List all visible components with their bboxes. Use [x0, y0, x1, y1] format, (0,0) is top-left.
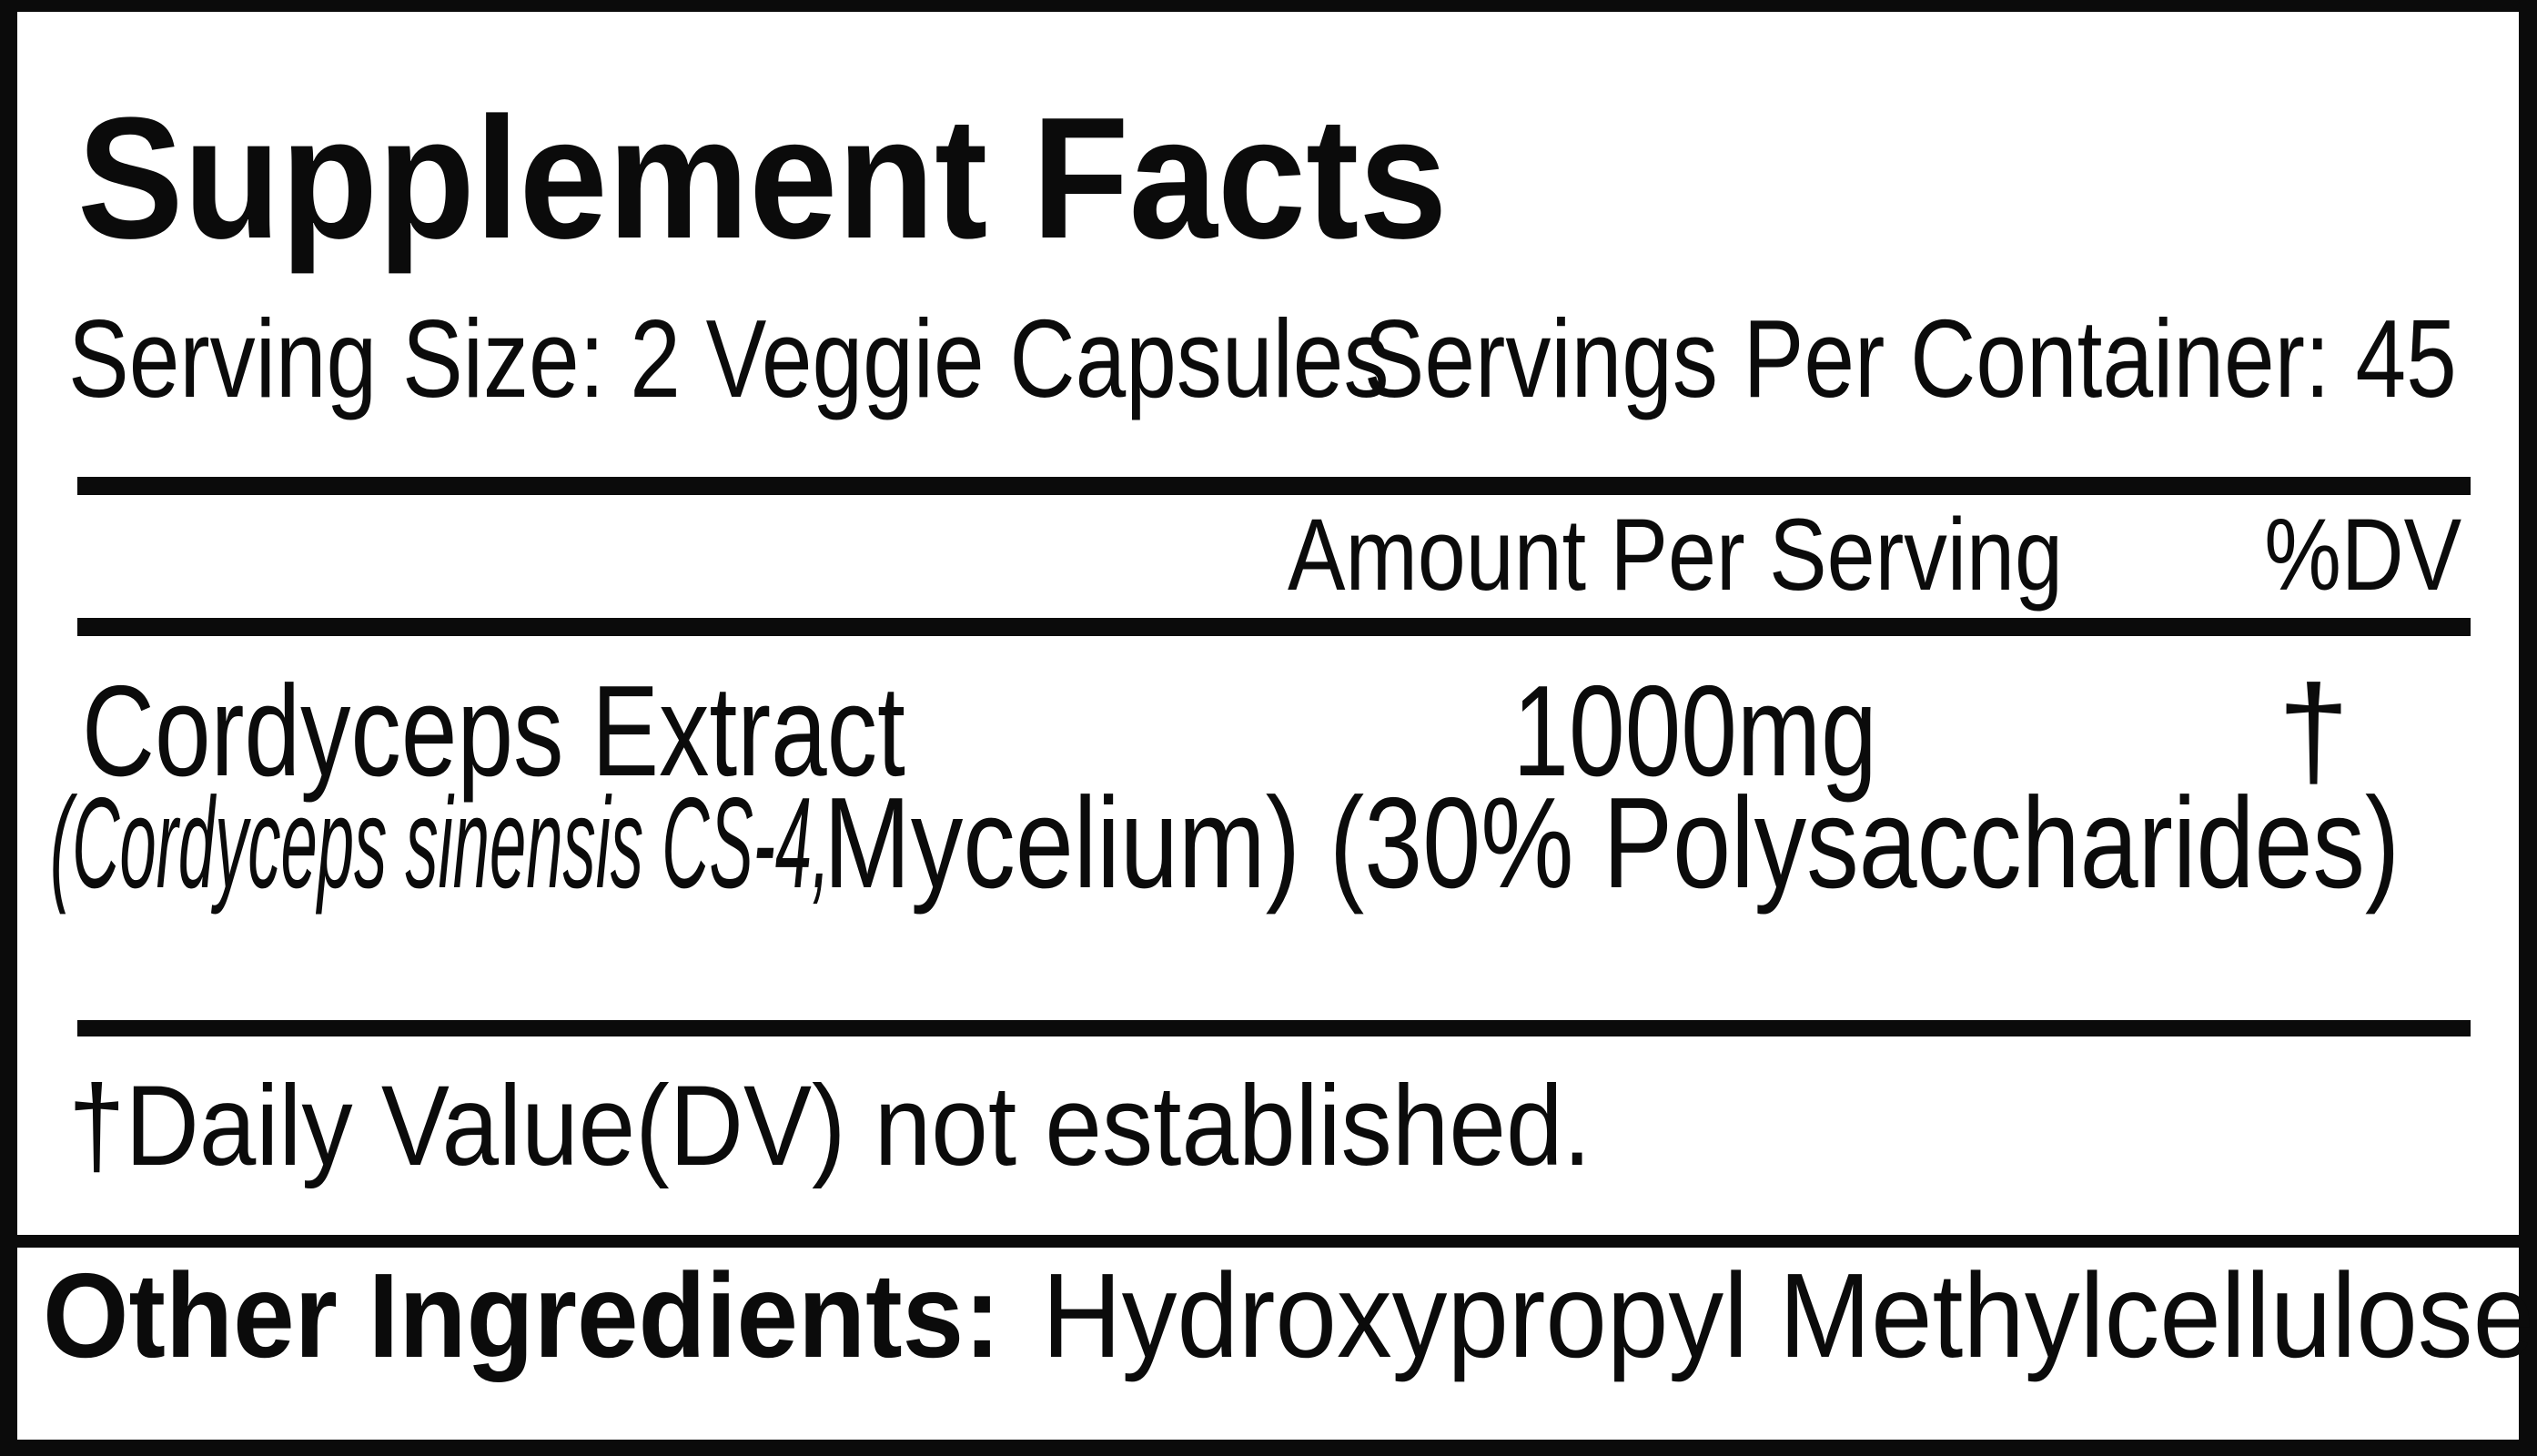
other-ingredients-label: Other Ingredients:	[43, 1249, 1001, 1382]
rule-ingredient-bottom	[77, 1020, 2471, 1036]
ingredient-name: Cordyceps Extract	[82, 659, 905, 804]
other-ingredients-value: Hydroxypropyl Methylcellulose	[1042, 1249, 2535, 1382]
percent-dv-header: %DV	[2264, 498, 2461, 612]
ingredient-detail: Mycelium) (30% Polysaccharides)	[824, 771, 2401, 915]
serving-size-text: Serving Size: 2 Veggie Capsules	[68, 297, 1390, 420]
amount-per-serving-header: Amount Per Serving	[1288, 498, 2063, 612]
rule-top	[77, 477, 2471, 495]
rule-header-bottom	[77, 618, 2471, 636]
ingredient-amount: 1000mg	[1512, 659, 1877, 804]
label-title: Supplement Facts	[77, 82, 1448, 275]
ingredient-latin-name: (Cordyceps sinensis CS-4,	[50, 771, 831, 915]
servings-per-container-text: Servings Per Container: 45	[1363, 297, 2457, 420]
daily-value-footnote: †Daily Value(DV) not established.	[68, 1063, 1592, 1189]
ingredient-dv-dagger: †	[2278, 659, 2350, 804]
section-separator	[17, 1235, 2519, 1248]
